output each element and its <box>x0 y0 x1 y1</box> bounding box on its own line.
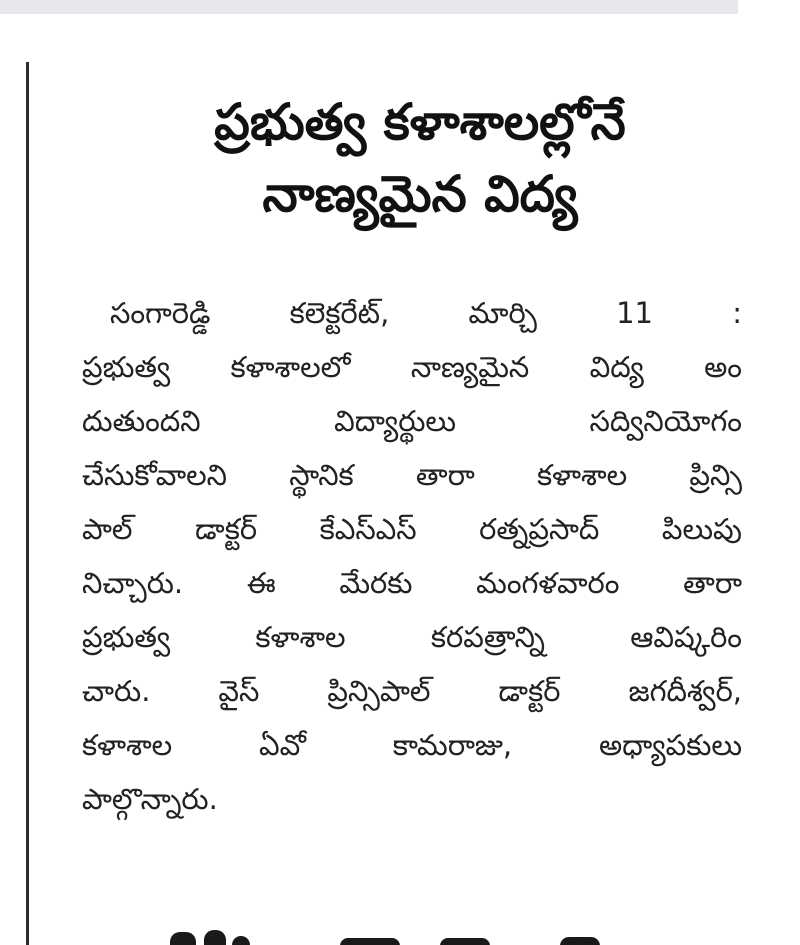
body-line-3: చేసుకోవాలని స్థానిక తారా కళాశాల ప్రిన్సి <box>82 458 742 492</box>
headline-line-1: ప్రభుత్వ కళాశాలల్లోనే <box>214 93 626 151</box>
previous-section-band <box>0 0 738 14</box>
article-body <box>82 286 742 826</box>
next-article-headline-fragment <box>140 928 660 945</box>
body-line-9: పాల్గొన్నారు. <box>82 782 218 816</box>
body-line-8: కళాశాల ఏవో కామరాజు, అధ్యాపకులు <box>82 728 742 762</box>
body-line-1: ప్రభుత్వ కళాశాలలో నాణ్యమైన విద్య అం <box>82 350 742 384</box>
body-line-6: ప్రభుత్వ కళాశాల కరపత్రాన్ని ఆవిష్కరిం <box>82 620 742 654</box>
body-line-2: దుతుందని విద్యార్థులు సద్వినియోగం <box>82 404 742 438</box>
column-divider-rule <box>26 62 29 945</box>
body-line-7: చారు. వైస్ ప్రిన్సిపాల్ డాక్టర్ జగదీశ్వర్, <box>82 674 742 708</box>
body-line-4: పాల్ డాక్టర్ కేఎస్ఎస్ రత్నప్రసాద్ పిలుపు <box>82 512 742 546</box>
body-line-5: నిచ్చారు. ఈ మేరకు మంగళవారం తారా <box>82 566 742 600</box>
article-headline <box>70 86 770 230</box>
headline-line-2: నాణ్యమైన విద్య <box>262 165 578 223</box>
dateline: సంగారెడ్డి కలెక్టరేట్, మార్చి 11 : <box>110 296 742 330</box>
